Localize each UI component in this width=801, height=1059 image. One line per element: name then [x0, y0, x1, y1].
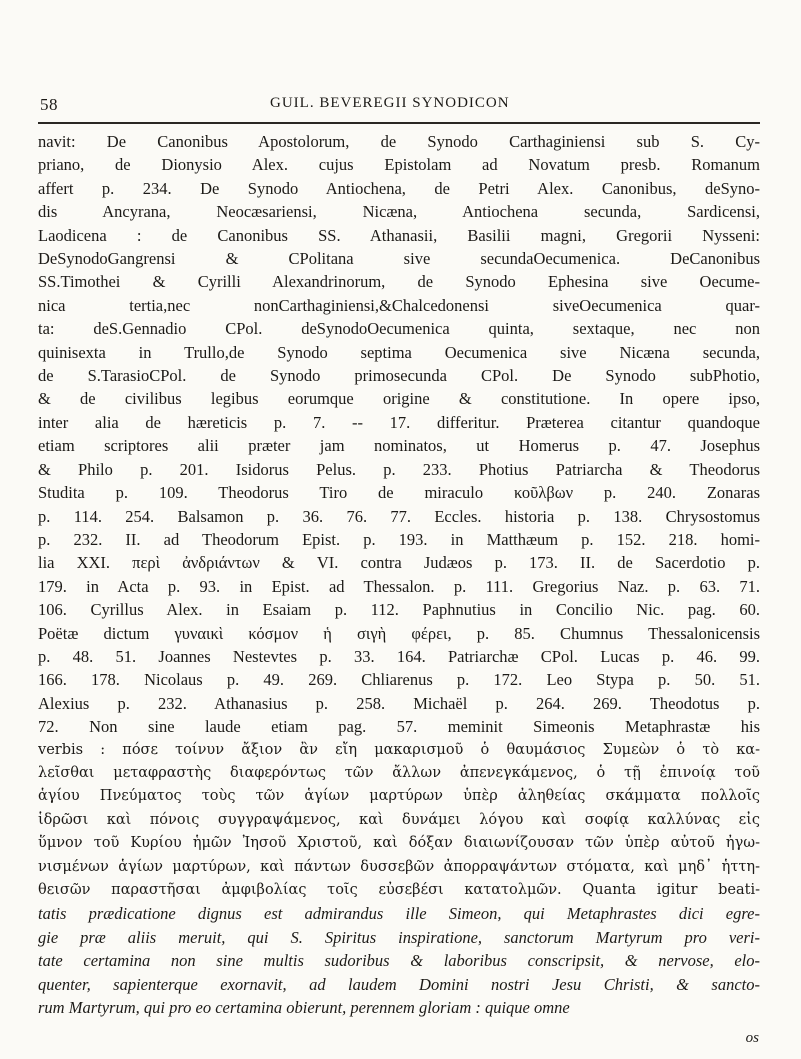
header-rule — [38, 122, 760, 124]
text-line: SS.Timothei & Cyrilli Alexandrinorum, de Synodo Ephesina sive Oecume- — [38, 272, 760, 292]
running-head — [40, 95, 760, 125]
page-number: 58 — [40, 95, 58, 114]
greek-quote-line: verbis : πόσε τοίνυν ἄξιον ἂν εἴη μακαρισμοῦ ὁ θαυμάσιος Συμεὼν ὁ τὸ κα- — [38, 741, 760, 758]
text-line: lia XXI. περὶ ἀνδριάντων & VI. contra Judæos p. 173. II. de Sacerdotio p. — [38, 553, 760, 573]
text-line: p. 232. II. ad Theodorum Epist. p. 193. in Matthæum p. 152. 218. homi- — [38, 529, 760, 549]
greek-quote-line: ἁγίου Πνεύματος τοὺς τῶν ἁγίων μαρτύρων ὑπὲρ ἀληθείας σκάμματα πολλοῖς — [38, 788, 760, 805]
latin-translation-line: tatis prædicatione dignus est admirandus ille Simeon, qui Metaphrastes dici egre- — [38, 904, 760, 924]
text-line: etiam scriptores alii præter jam nominatos, ut Homerus p. 47. Josephus — [38, 436, 760, 456]
latin-translation-line: quenter, sapienterque exornavit, ad laudem Domini nostri Jesu Christi, & sancto- — [38, 974, 760, 994]
text-line: & de civilibus legibus eorumque origine & constitutione. In opere ipso, — [38, 389, 760, 409]
latin-translation-line: rum Martyrum, qui pro eo certamina obierunt, perennem gloriam : quique omne — [38, 998, 570, 1018]
text-line: priano, de Dionysio Alex. cujus Epistolam ad Novatum presb. Romanum — [38, 155, 760, 175]
latin-translation-line: tate certamina non sine multis sudoribus & laboribus conscripsit, & nervose, elo- — [38, 951, 760, 971]
text-line: affert p. 234. De Synodo Antiochena, de Petri Alex. Canonibus, deSyno- — [38, 178, 760, 198]
text-line: Laodicena : de Canonibus SS. Athanasii, Basilii magni, Gregorii Nysseni: — [38, 225, 760, 245]
latin-translation-line: gie præ aliis meruit, qui S. Spiritus inspiratione, sanctorum Martyrum pro veri- — [38, 927, 760, 947]
greek-quote-line: ἱδρῶσι καὶ πόνοις συγγραψάμενος, καὶ δυνάμει λόγου καὶ σοφίᾳ καλλύνας εἰς — [38, 811, 760, 828]
text-line: 179. in Acta p. 93. in Epist. ad Thessalon. p. 111. Gregorius Naz. p. 63. 71. — [38, 576, 760, 596]
text-line: p. 114. 254. Balsamon p. 36. 76. 77. Eccles. historia p. 138. Chrysostomus — [38, 506, 760, 526]
text-line: Poëtæ dictum γυναικὶ κόσμον ἡ σιγὴ φέρει, p. 85. Chumnus Thessalonicensis — [38, 623, 760, 643]
text-line: 106. Cyrillus Alex. in Esaiam p. 112. Paphnutius in Concilio Nic. pag. 60. — [38, 600, 760, 620]
text-line: navit: De Canonibus Apostolorum, de Synodo Carthaginiensi sub S. Cy- — [38, 132, 760, 151]
catchword: os — [745, 1030, 759, 1046]
greek-quote-line: λεῖσθαι μεταφραστὴς διαφερόντως τῶν ἄλλων ἀπενεγκάμενος, ὁ τῇ ἐπινοίᾳ τοῦ — [38, 764, 760, 781]
text-line: 166. 178. Nicolaus p. 49. 269. Chliarenus p. 172. Leo Stypa p. 50. 51. — [38, 670, 760, 690]
text-line: DeSynodoGangrensi & CPolitana sive secundaOecumenica. DeCanonibus — [38, 249, 760, 269]
text-line: inter alia de hæreticis p. 7. -- 17. differitur. Præterea citantur quandoque — [38, 412, 760, 432]
text-line: Studita p. 109. Theodorus Tiro de miraculo κοῦλβων p. 240. Zonaras — [38, 483, 760, 503]
text-line: dis Ancyrana, Neocæsariensi, Nicæna, Antiochena secunda, Sardicensi, — [38, 202, 760, 222]
text-line: ta: deS.Gennadio CPol. deSynodoOecumenica quinta, sextaque, nec non — [38, 319, 760, 339]
greek-quote-line: νισμένων ἁγίων μαρτύρων, καὶ πάντων δυσσεβῶν ἀπορραψάντων στόματα, καὶ μηδ᾽ ἡττη- — [38, 858, 760, 875]
text-line: & Philo p. 201. Isidorus Pelus. p. 233. Photius Patriarcha & Theodorus — [38, 459, 760, 479]
text-line: 72. Non sine laude etiam pag. 57. meminit Simeonis Metaphrastæ his — [38, 717, 760, 737]
text-line: de S.TarasioCPol. de Synodo primosecunda CPol. De Synodo subPhotio, — [38, 366, 760, 386]
greek-quote-line: ὕμνον τοῦ Κυρίου ἡμῶν Ἰησοῦ Χριστοῦ, καὶ δόξαν διαιωνίζουσαν τῶν ὑπὲρ αὐτοῦ ἠγω- — [38, 835, 760, 852]
running-title: GUIL. BEVEREGII SYNODICON — [270, 95, 510, 111]
text-line: Alexius p. 232. Athanasius p. 258. Michaël p. 264. 269. Theodotus p. — [38, 693, 760, 713]
text-line: quinisexta in Trullo,de Synodo septima Oecumenica sive Nicæna secunda, — [38, 342, 760, 362]
body-text — [38, 130, 760, 1019]
text-line: nica tertia,nec nonCarthaginiensi,&Chalcedonensi siveOecumenica quar- — [38, 295, 760, 315]
text-line: p. 48. 51. Joannes Nestevtes p. 33. 164. Patriarchæ CPol. Lucas p. 46. 99. — [38, 646, 760, 666]
greek-quote-line: θεισῶν παραστῆσαι ἀμφιβολίας τοῖς εὐσεβέσι κατατολμῶν. Quanta igitur beati- — [38, 882, 760, 898]
